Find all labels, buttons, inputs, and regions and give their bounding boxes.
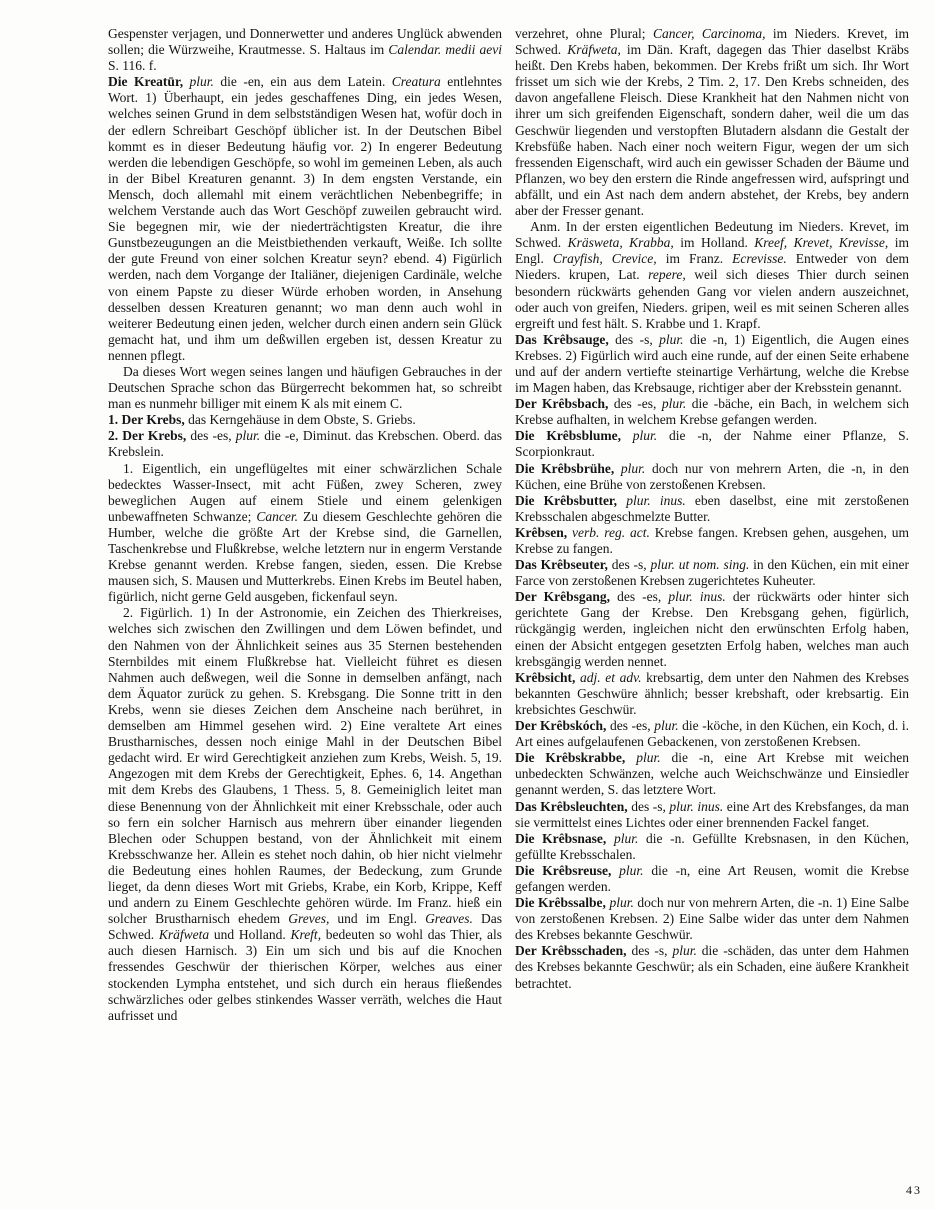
- paragraph: Der Krêbsschaden, des -s, plur. die -schäden, das unter dem Hahmen des Krebses bekannte Geschwür; als ein Schaden, eine äußere Krankheit betrachtet.: [515, 943, 910, 991]
- page-number: 43: [906, 1183, 922, 1197]
- paragraph: 1. Der Krebs, das Kerngehäuse in dem Obste, S. Griebs.: [108, 412, 416, 428]
- paragraph: verzehret, ohne Plural; Cancer, Carcinoma, im Nieders. Krevet, im Schwed. Kräfweta, im Dän. Kraft, dagegen das Thier daselbst Kräbs heißt. Den Krebs haben, bekommen. Der Krebs frißt um sich. Ihr Wort frisset um sich wie der Krebs, 2 Tim. 2, 17. Den Krebs schneiden, des davon angefallene Fleisch. Diese Krankheit hat den Nahmen nicht von ihrer um sich greifenden Eigenschaft, sondern daher, weil die um das Geschwür liegenden und verstopften Blutadern alsdann die Gestalt der Krebsfüße haben. Nach einer noch weitern Figur, wegen der um sich fressenden Eigenschaft, wird auch ein gewisser Schaden der Bäume und Pflanzen, wo bey den erstern die Rinde angefressen wird, aufspringt und abfällt, und ein Ast nach dem andern abstehet, der Krebs, bey andern aber der Fresser genant.: [515, 26, 910, 219]
- paragraph: Das Krêbsleuchten, des -s, plur. inus. eine Art des Krebsfanges, da man sie vermittelst eines Lichtes oder einer brennenden Fackel fanget.: [515, 798, 910, 830]
- paragraph: Anm. In der ersten eigentlichen Bedeutung im Nieders. Krevet, im Schwed. Kräsweta, Krabba, im Holland. Kreef, Krevet, Krevisse, im Engl. Crayfish, Crevice, im Franz. Ecrevisse. Entweder von dem Nieders. krupen, Lat. repere, weil sich dieses Thier durch seinen besondern rückwärts gehenden Gang vor vielen andern auszeichnet, oder auch von greifen, Nieders. gripen, weil es mit seinen Scheren alles ergreift und fest hält. S. Krabbe und 1. Krapf.: [515, 219, 910, 331]
- right-column: [515, 26, 909, 1024]
- paragraph: Da dieses Wort wegen seines langen und häufigen Gebrauches in der Deutschen Sprache schon das Bürgerrecht bekommen hat, so schreibt man es nunmehr billiger mit einem K als mit einem C.: [108, 363, 502, 412]
- paragraph: Die Krêbskrabbe, plur. die -n, eine Art Krebse mit weichen unbedeckten Schwänzen, welche auch Weichschwänze und Einsiedler genannt werden, S. das letztere Wort.: [515, 750, 910, 798]
- paragraph: 1. Eigentlich, ein ungeflügeltes mit einer schwärzlichen Schale bedecktes Wasser-Insect, mit acht Füßen, zwey Scheren, zwey beweglichen Augen auf einem Stiele und einem gelenkigen unbewaffneten Schwanze; Cancer. Zu diesem Geschlechte gehören die Humber, welche die größte Art der Krebse sind, die Garnellen, Taschenkrebse und Flußkrebse, welche letztern nur in engerm Verstande Krebse genannt werden. Krebse fangen, sieden, essen. Die Krebse mausen sich, S. Mausen und Mutterkrebs. Einen Krebs im Beutel haben, figürlich, nicht gerne Geld ausgeben, fickenfaul seyn.: [108, 460, 502, 605]
- paragraph: Die Kreatūr, plur. die -en, ein aus dem Latein. Creatura entlehntes Wort. 1) Überhaupt, ein jedes geschaffenes Ding, ein jedes Wesen, welches seinen Grund in dem selbstständigen Wesen hat, wofür doch in der edlern Schreibart Geschöpf üblicher ist. In der Deutschen Bibel kommt es in dieser Bedeutung häufig vor. 2) In engerer Bedeutung werden die lebendigen Geschöpfe, so wohl im gemeinen Leben, als auch in der Bibel Kreaturen genannt. 3) In dem engsten Verstande, ein Mensch, doch allemahl mit einem verächtlichen Nebenbegriffe; in welchem Verstande auch das Wort Geschöpf zuweilen gebraucht wird. Sie begegnen mir, wie der niederträchtigsten Kreatur, die ihre Gunstbezeugungen an die Meistbiethenden verkauft, Weiße. Ich sollte der gute Freund von einer solchen Kreatur seyn? ebend. 4) Figürlich werden, nach dem Vorgange der Italiäner, diejenigen Cardinäle, welche von einem Papste zu dieser Würde erhoben worden, in Ansehung desselben dessen Kreaturen genannt; wo man denn auch wohl in weiterer Bedeutung einen jeden, welcher durch einen andern sein Glück gemacht hat, und ihm um deßwillen ergeben ist, dessen Kreatur zu nennen pflegt.: [108, 74, 502, 363]
- paragraph: Die Krêbsblume, plur. die -n, der Nahme einer Pflanze, S. Scorpionkraut.: [515, 428, 909, 460]
- paragraph: Krêbsicht, adj. et adv. krebsartig, dem unter den Nahmen des Krebses bekannten Geschwüre ähnlich; besser krebshaft, oder krebsartig. Ein krebsichtes Geschwür.: [515, 669, 910, 717]
- paragraph: Die Krêbsnase, plur. die -n. Gefüllte Krebsnasen, in den Küchen, gefüllte Krebsschalen.: [515, 830, 909, 862]
- paragraph: Die Krêbssalbe, plur. doch nur von mehrern Arten, die -n. 1) Eine Salbe von zerstoßenen Krebsen. 2) Eine Salbe wider das unter dem Nahmen des Krebses bekannte Geschwür.: [515, 895, 910, 943]
- left-column: [108, 26, 502, 1024]
- paragraph: Der Krêbsbach, des -es, plur. die -bäche, ein Bach, in welchem sich Krebse aufhalten, in welchem Krebse gefangen werden.: [515, 396, 909, 428]
- paragraph: Das Krêbsauge, des -s, plur. die -n, 1) Eigentlich, die Augen eines Krebses. 2) Figürlich wird auch eine runde, auf der einen Seite erhabene und auf der andern vertiefte steinartige Verhärtung, welche die Krebse im Magen haben, das Krebsauge, richtiger aber der Krebsstein genannt.: [515, 331, 909, 396]
- paragraph: Das Krêbseuter, des -s, plur. ut nom. sing. in den Küchen, ein mit einer Farce von zerstoßenen Krebsen zugerichtetes Kuheuter.: [515, 557, 910, 589]
- paragraph: Die Krêbsbrühe, plur. doch nur von mehrern Arten, die -n, in den Küchen, eine Brühe von zerstoßenen Krebsen.: [515, 460, 909, 492]
- paragraph: Krêbsen, verb. reg. act. Krebse fangen. Krebsen gehen, ausgehen, um Krebse zu fangen.: [515, 524, 909, 556]
- paragraph: Der Krêbskóch, des -es, plur. die -köche, in den Küchen, ein Koch, d. i. Art eines aufgelaufenen Gebackenen, von zerstoßenen Krebsen.: [515, 718, 909, 750]
- paragraph: Gespenster verjagen, und Donnerwetter und anderes Unglück abwenden sollen; die Würzweihe, Krautmesse. S. Haltaus im Calendar. medii aevi S. 116. f.: [108, 26, 503, 74]
- paragraph: 2. Figürlich. 1) In der Astronomie, ein Zeichen des Thierkreises, welches sich zwischen den Zwillingen und dem Löwen befindet, und den Nahmen von der Ähnlichkeit seines aus 35 Sternen bestehenden Sternbildes mit einem Flußkrebse hat. Vielleicht führet es diesen Nahmen auch deßwegen, weil die Sonne in demselben anfängt, nach dem Äquator zurück zu gehen. S. Krebsgang. Die Sonne tritt in den Krebs, wenn sie dieses Zeichen dem Anscheine nach berühret, in demselben am Himmel gesehen wird. 2) Eine veraltete Art eines Brustharnisches, dessen noch einige Mahl in der Deutschen Bibel gedacht wird. Er wird Gerechtigkeit anziehen zum Krebs, Weish. 5, 19. Angezogen mit dem Krebs der Gerechtigkeit, Ephes. 6, 14. Angethan mit dem Krebs des Glaubens, 1 Thess. 5, 8. Gemeiniglich leitet man diese Benennung von der Ähnlichkeit mit einer Krebsschale, oder auch so fern ein solcher Harnisch aus mehrern über einander liegenden Blechen oder Schuppen bestand, von der Ähnlichkeit mit einem Krebsschwanze her. Allein es stehet noch dahin, ob hier nicht vielmehr die Bedeutung eines hohlen Raumes, der Bedeckung, zum Grunde lieget, da denn dieses Wort mit Griebs, Krabe, ein Korb, Krippe, Keff und andern zu Einem Geschlechte gehören würde. Im Franz. hieß ein solcher Brustharnisch ehedem Greves, und im Engl. Greaves. Das Schwed. Kräfweta und Holland. Kreft, bedeuten so wohl das Thier, als auch diesen Harnisch. 3) Ein um sich und bis auf die Knochen fressendes Geschwür der thierischen Körper, welches aus einer stockenden Lympha entstehet, und sich durch ein heraus fließendes schwärzliches oder gelbes stinkendes Wasser verräth, welches die Haut aufrisset und: [108, 605, 503, 1023]
- paragraph: Die Krêbsreuse, plur. die -n, eine Art Reusen, womit die Krebse gefangen werden.: [515, 862, 909, 894]
- paragraph: 2. Der Krebs, des -es, plur. die -e, Diminut. das Krebschen. Oberd. das Krebslein.: [108, 428, 502, 460]
- text-columns: [108, 26, 909, 1024]
- paragraph: Der Krêbsgang, des -es, plur. inus. der rückwärts oder hinter sich gerichtete Gang der Krebse. Den Krebsgang gehen, figürlich, rückgängig werden, ingleichen nicht den erwünschten Erfolg haben, einen der Absicht entgegen gesetzten Erfolg haben, welches man auch krebsgängig werden nennet.: [515, 589, 909, 669]
- paragraph: Die Krêbsbutter, plur. inus. eben daselbst, eine mit zerstoßenen Krebsschalen abgeschmelzte Butter.: [515, 492, 910, 524]
